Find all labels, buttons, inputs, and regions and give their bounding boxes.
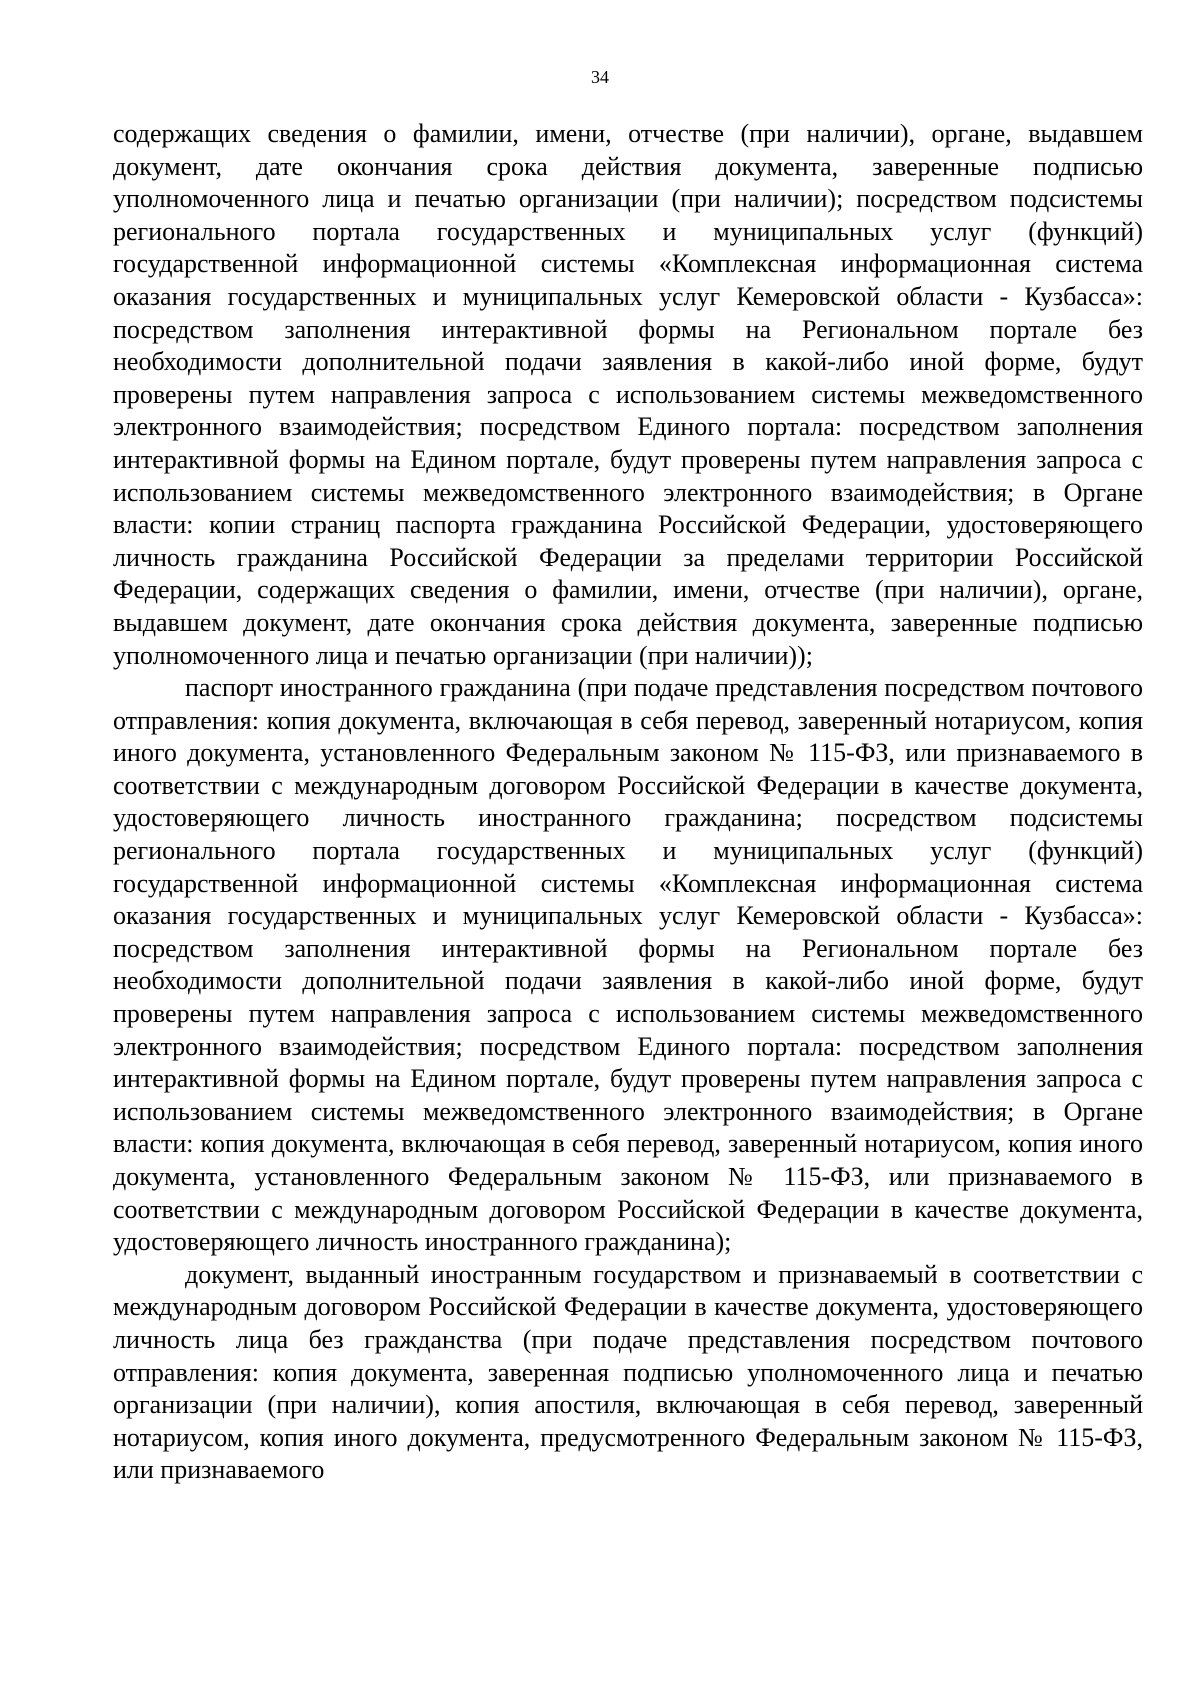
paragraph-stateless-person-document: документ, выданный иностранным государством и признаваемый в соответствии с международным договором Российской Федерации в качестве документа, удостоверяющего личность лица без гражданства (при подаче представления посредством почтового отправления: копия документа, заверенная подписью уполномоченного лица и печатью организации (при наличии), копия апостиля, включающая в себя перевод, заверенный нотариусом, копия иного документа, предусмотренного Федеральным законом № 115-ФЗ, или признаваемого	[113, 1259, 1143, 1485]
page-number: 34	[591, 67, 609, 87]
paragraph-continuation: содержащих сведения о фамилии, имени, отчестве (при наличии), органе, выдавшем документ, дате окончания срока действия документа, заверенные подписью уполномоченного лица и печатью организации (при наличии); посредством подсистемы регионального портала государственных и муниципальных услуг (функций) государственной информационной системы «Комплексная информационная система оказания государственных и муниципальных услуг Кемеровской области - Кузбасса»: посредством заполнения интерактивной формы на Региональном портале без необходимости дополнительной подачи заявления в какой-либо иной форме, будут проверены путем направления запроса с использованием системы межведомственного электронного взаимодействия; посредством Единого портала: посредством заполнения интерактивной формы на Едином портале, будут проверены путем направления запроса с использованием системы межведомственного электронного взаимодействия; в Органе власти: копии страниц паспорта гражданина Российской Федерации, удостоверяющего личность гражданина Российской Федерации за пределами территории Российской Федерации, содержащих сведения о фамилии, имени, отчестве (при наличии), органе, выдавшем документ, дате окончания срока действия документа, заверенные подписью уполномоченного лица и печатью организации (при наличии));	[113, 119, 1143, 670]
paragraph-foreign-citizen-passport: паспорт иностранного гражданина (при подаче представления посредством почтового отправления: копия документа, включающая в себя перевод, заверенный нотариусом, копия иного документа, установленного Федеральным законом № 115-ФЗ, или признаваемого в соответствии с международным договором Российской Федерации в качестве документа, удостоверяющего личность иностранного гражданина; посредством подсистемы регионального портала государственных и муниципальных услуг (функций) государственной информационной системы «Комплексная информационная система оказания государственных и муниципальных услуг Кемеровской области - Кузбасса»: посредством заполнения интерактивной формы на Региональном портале без необходимости дополнительной подачи заявления в какой-либо иной форме, будут проверены путем направления запроса с использованием системы межведомственного электронного взаимодействия; посредством Единого портала: посредством заполнения интерактивной формы на Едином портале, будут проверены путем направления запроса с использованием системы межведомственного электронного взаимодействия; в Органе власти: копия документа, включающая в себя перевод, заверенный нотариусом, копия иного документа, установленного Федеральным законом № 115-ФЗ, или признаваемого в соответствии с международным договором Российской Федерации в качестве документа, удостоверяющего личность иностранного гражданина);	[113, 673, 1143, 1257]
document-body	[113, 118, 1143, 1487]
